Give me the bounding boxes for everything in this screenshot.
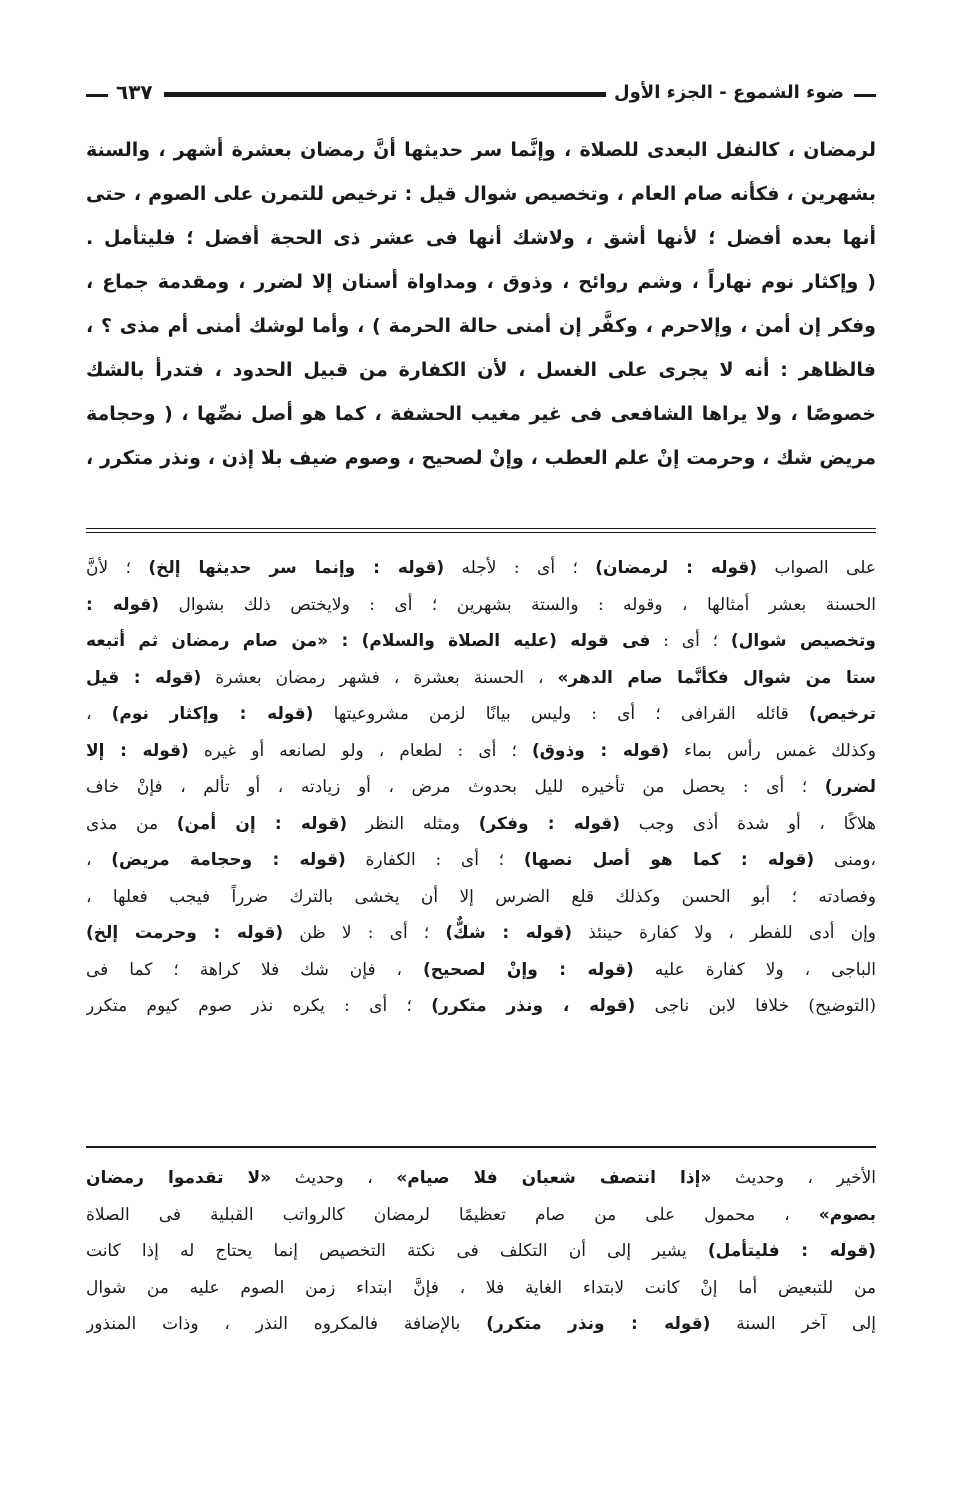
commentary-line [86, 696, 876, 733]
commentary-line [86, 988, 876, 1025]
running-title: ضوء الشموع - الجزء الأول [614, 82, 844, 103]
quoted-phrase: (قوله : إن أمن) [176, 813, 348, 834]
quoted-phrase: (قوله : قيل [86, 667, 202, 688]
commentary-line [86, 879, 876, 916]
quoted-phrase: (قوله : فليتأمل) [707, 1241, 876, 1261]
main-text-line: لرمضان ، كالنفل البعدى للصلاة ، وإنَّما سر حديثها أنَّ رمضان بعشرة أشهر ، والسنة [86, 139, 876, 161]
commentary-segment: ، [86, 704, 112, 724]
quoted-phrase: ترخيص) [808, 704, 876, 724]
commentary-line [86, 587, 876, 624]
commentary-segment: (التوضيح) خلافا لابن ناجى [635, 996, 876, 1016]
section-divider [86, 528, 876, 533]
main-text-line: وفكر إن أمن ، وإلاحرم ، وكفَّر إن أمنى حالة الحرمة ) ، وأما لوشك أمنى أم مذى ؟ ، [86, 315, 876, 337]
commentary-line [86, 1160, 876, 1197]
main-text-line: ( وإكثار نوم نهاراً ، وشم روائح ، وذوق ، ومداواة أسنان إلا لضرر ، ومقدمة جماع ، [86, 271, 876, 293]
quoted-phrase: وتخصيص شوال) [730, 631, 876, 651]
quoted-phrase: (قوله ، ونذر متكرر) [431, 996, 636, 1016]
commentary-segment: من مذى [86, 813, 177, 834]
main-text-line: مريض شك ، وحرمت إنْ علم العطب ، وإنْ لصحيح ، وصوم ضيف بلا إذن ، ونذر متكرر ، [86, 447, 876, 469]
commentary-text [86, 550, 876, 1025]
quoted-phrase: (قوله : شكٌّ) [445, 923, 573, 943]
quoted-phrase: بصوم» [818, 1204, 876, 1225]
commentary-segment: ؛ لأنَّ [86, 558, 149, 578]
page-header [86, 78, 876, 114]
commentary-segment: على الصواب [757, 558, 876, 578]
commentary-segment: ، الحسنة بعشرة ، فشهر رمضان بعشرة [201, 667, 558, 688]
main-text-line: فالظاهر : أنه لا يجرى على الغسل ، لأن الكفارة من قبيل الحدود ، فتدرأ بالشك [86, 359, 876, 381]
commentary-segment: الأخير ، وحديث [711, 1168, 876, 1188]
quoted-phrase: (قوله : لرمضان) [595, 558, 758, 578]
commentary-line [86, 842, 876, 879]
commentary-line [86, 1233, 876, 1270]
commentary-segment: هلاكًا ، أو شدة أذى وجب [620, 813, 876, 834]
commentary-line [86, 806, 876, 843]
main-text-line: خصوصًا ، ولا يراها الشافعى فى غير مغيب الحشفة ، كما هو أصل نصِّها ، ( وحجامة [86, 403, 876, 425]
commentary-segment: ، [86, 850, 112, 870]
commentary-line [86, 733, 876, 770]
quoted-phrase: (قوله : وحرمت إلخ) [86, 923, 284, 943]
commentary-line [86, 952, 876, 989]
quoted-phrase: (قوله : وحجامة مريض) [111, 850, 346, 870]
continued-commentary [86, 1160, 876, 1343]
commentary-line [86, 1270, 876, 1307]
quoted-phrase: ستا من شوال فكأنَّما صام الدهر» [557, 667, 876, 688]
quoted-phrase: (قوله : ونذر متكرر) [486, 1314, 711, 1334]
commentary-segment: ؛ أى : لأجله [444, 558, 596, 578]
commentary-segment: ، محمول على من صام تعظيمًا لرمضان كالرواتب القبلية فى الصلاة [86, 1204, 819, 1225]
commentary-line [86, 660, 876, 697]
quoted-phrase: فى قوله (عليه الصلاة والسلام) : «من صام رمضان ثم أتبعه [86, 631, 651, 651]
commentary-segment: وإن أدى للفطر ، ولا كفارة حينئذ [572, 923, 876, 943]
commentary-segment: إلى آخر السنة [710, 1314, 876, 1334]
commentary-line [86, 769, 876, 806]
main-text-line: أنها بعده أفضل ؛ لأنها أشق ، ولاشك أنها فى عشر ذى الحجة أفضل ؛ فليتأمل . [86, 227, 876, 249]
commentary-segment: ، فإن شك فلا كراهة ؛ كما فى [86, 959, 424, 980]
commentary-segment: ؛ أى : الكفارة [345, 850, 524, 870]
commentary-segment: ؛ أى : [650, 631, 731, 651]
quoted-phrase: (قوله : وإنما سر حديثها إلخ) [148, 558, 445, 578]
quoted-phrase: (قوله : وذوق) [531, 740, 670, 761]
commentary-line [86, 915, 876, 952]
quoted-phrase: (قوله : وفكر) [478, 813, 621, 834]
commentary-line [86, 1306, 876, 1343]
commentary-segment: ،ومنى [814, 850, 876, 870]
commentary-segment: ؛ أى : يكره نذر صوم كيوم متكرر [86, 996, 432, 1016]
commentary-segment: ؛ أى : يحصل من تأخيره لليل بحدوث مرض ، أو زيادته ، أو تألم ، فإنْ خاف [86, 777, 825, 797]
commentary-segment: وكذلك غمس رأس بماء [669, 740, 876, 761]
header-rule [164, 92, 606, 97]
commentary-line [86, 623, 876, 660]
commentary-segment: ؛ أى : لا ظن [283, 923, 446, 943]
commentary-segment: وفصادته ؛ أبو الحسن وكذلك قلع الضرس إلا أن يخشى بالترك ضرراً فيجب فعلها ، [86, 886, 876, 907]
commentary-segment: يشير إلى أن التكلف فى نكتة التخصيص إنما يحتاج له إذا كانت [86, 1241, 708, 1261]
main-text [86, 128, 876, 480]
section-divider [86, 1146, 876, 1148]
commentary-segment: من للتبعيض أما إنْ كانت لابتداء الغاية فلا ، فإنَّ ابتداء زمن الصوم عليه من شوال [86, 1277, 876, 1298]
quoted-phrase: «لا تقدموا رمضان [86, 1168, 272, 1188]
commentary-segment: الحسنة بعشر أمثالها ، وقوله : والستة بشهرين ؛ أى : ولايختص ذلك بشوال [159, 594, 876, 615]
main-text-line: بشهرين ، فكأنه صام العام ، وتخصيص شوال قيل : ترخيص للتمرن على الصوم ، حتى [86, 183, 876, 205]
quoted-phrase: لضرر) [824, 777, 876, 797]
commentary-segment: الباجى ، ولا كفارة عليه [633, 959, 876, 980]
quoted-phrase: (قوله : إلا [86, 740, 189, 761]
header-dash [86, 94, 108, 97]
quoted-phrase: «إذا انتصف شعبان فلا صيام» [396, 1168, 712, 1188]
quoted-phrase: (قوله : وإنْ لصحيح) [423, 959, 634, 980]
commentary-line [86, 550, 876, 587]
commentary-segment: ؛ أى : لطعام ، ولو لصانعه أو غيره [188, 740, 532, 761]
commentary-segment: قائله القرافى ؛ أى : وليس بيانًا لزمن مشروعيتها [313, 704, 809, 724]
commentary-segment: ، وحديث [271, 1168, 397, 1188]
quoted-phrase: (قوله : [86, 594, 160, 615]
quoted-phrase: (قوله : كما هو أصل نصها) [523, 850, 815, 870]
page-number: ٦٣٧ [116, 80, 153, 104]
commentary-segment: ومثله النظر [347, 813, 479, 834]
header-dash [854, 94, 876, 97]
commentary-line [86, 1197, 876, 1234]
commentary-segment: بالإضافة فالمكروه النذر ، وذات المنذور [86, 1314, 487, 1334]
quoted-phrase: (قوله : وإكثار نوم) [111, 704, 314, 724]
